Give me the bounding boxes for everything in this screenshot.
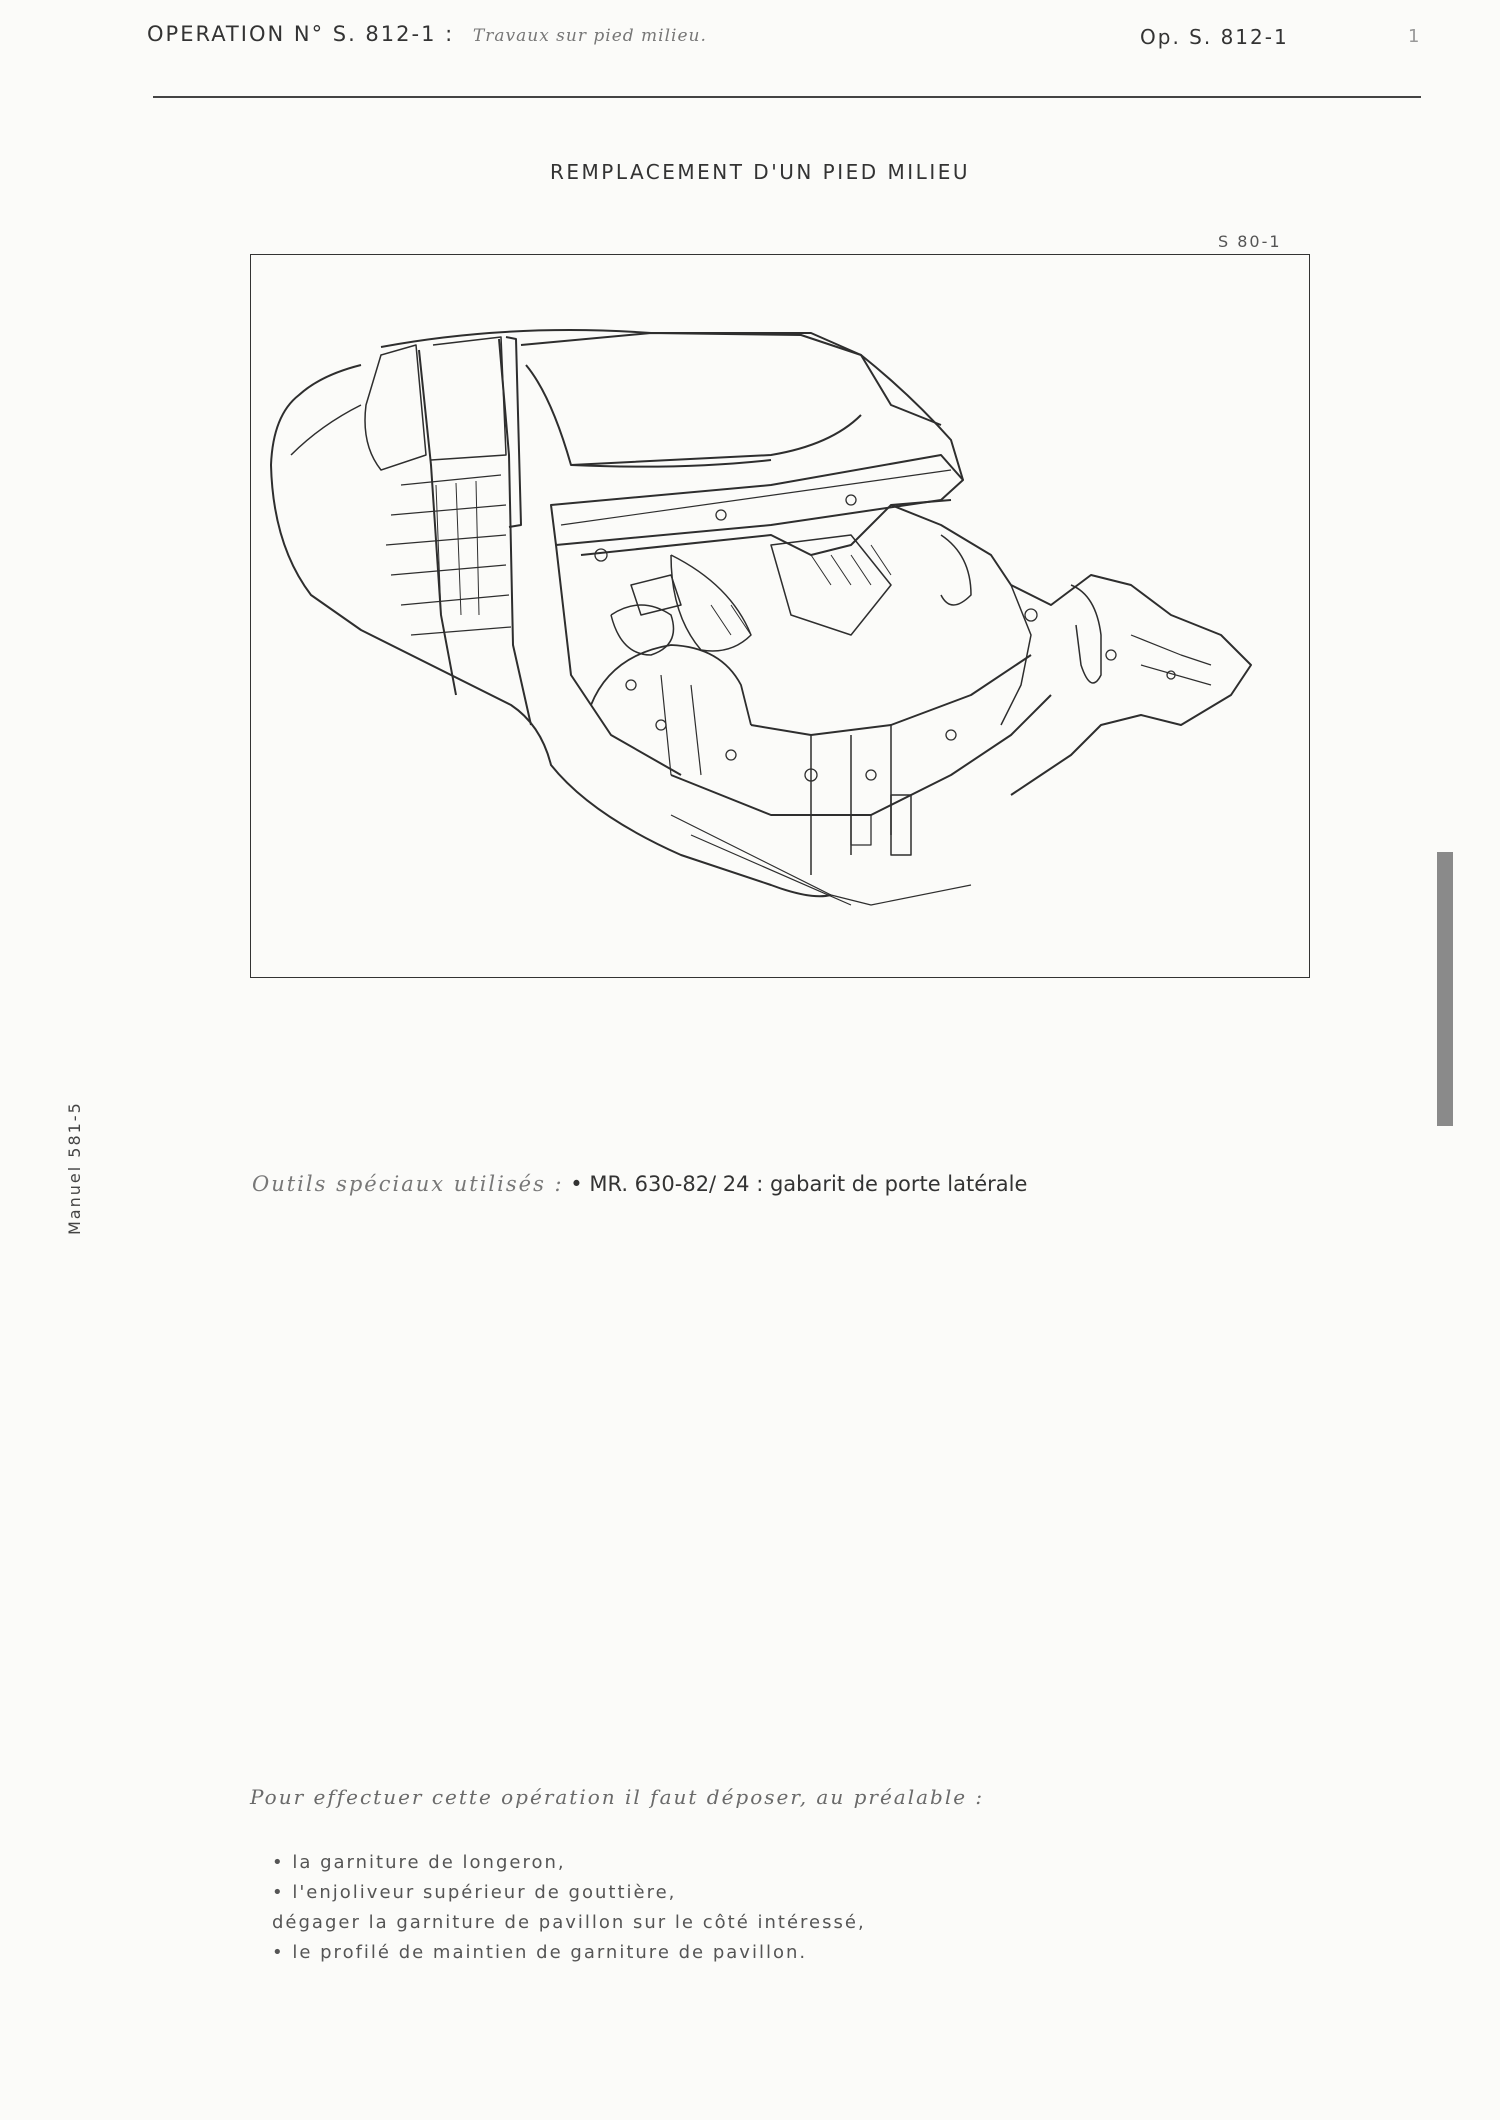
- procedure-intro: Pour effectuer cette opération il faut déposer, au préalable :: [250, 1785, 985, 1809]
- header-operation: [147, 22, 707, 46]
- page-edge-tab: [1437, 852, 1453, 1126]
- special-tools-item: • MR. 630-82/ 24 : gabarit de porte latérale: [570, 1172, 1028, 1196]
- operation-subject: Travaux sur pied milieu.: [472, 26, 707, 46]
- figure-reference: S 80-1: [1218, 232, 1282, 251]
- procedure-step: • la garniture de longeron,: [272, 1852, 566, 1873]
- manual-reference: Manuel 581-5: [65, 1101, 84, 1235]
- page-number: 1: [1408, 26, 1420, 47]
- special-tools-line: [252, 1172, 1027, 1196]
- procedure-step: • l'enjoliveur supérieur de gouttière,: [272, 1882, 677, 1903]
- page-title: REMPLACEMENT D'UN PIED MILIEU: [550, 160, 970, 184]
- car-body-shell-illustration: [251, 255, 1309, 977]
- header-rule: [153, 96, 1421, 98]
- operation-reference: Op. S. 812-1: [1140, 25, 1289, 49]
- procedure-step: • le profilé de maintien de garniture de pavillon.: [272, 1942, 808, 1963]
- procedure-step: dégager la garniture de pavillon sur le côté intéressé,: [272, 1912, 866, 1933]
- figure-frame: [250, 254, 1310, 978]
- procedure-steps: [272, 1848, 866, 1968]
- operation-number: OPERATION N° S. 812-1 :: [147, 22, 455, 46]
- special-tools-label: Outils spéciaux utilisés :: [252, 1172, 564, 1196]
